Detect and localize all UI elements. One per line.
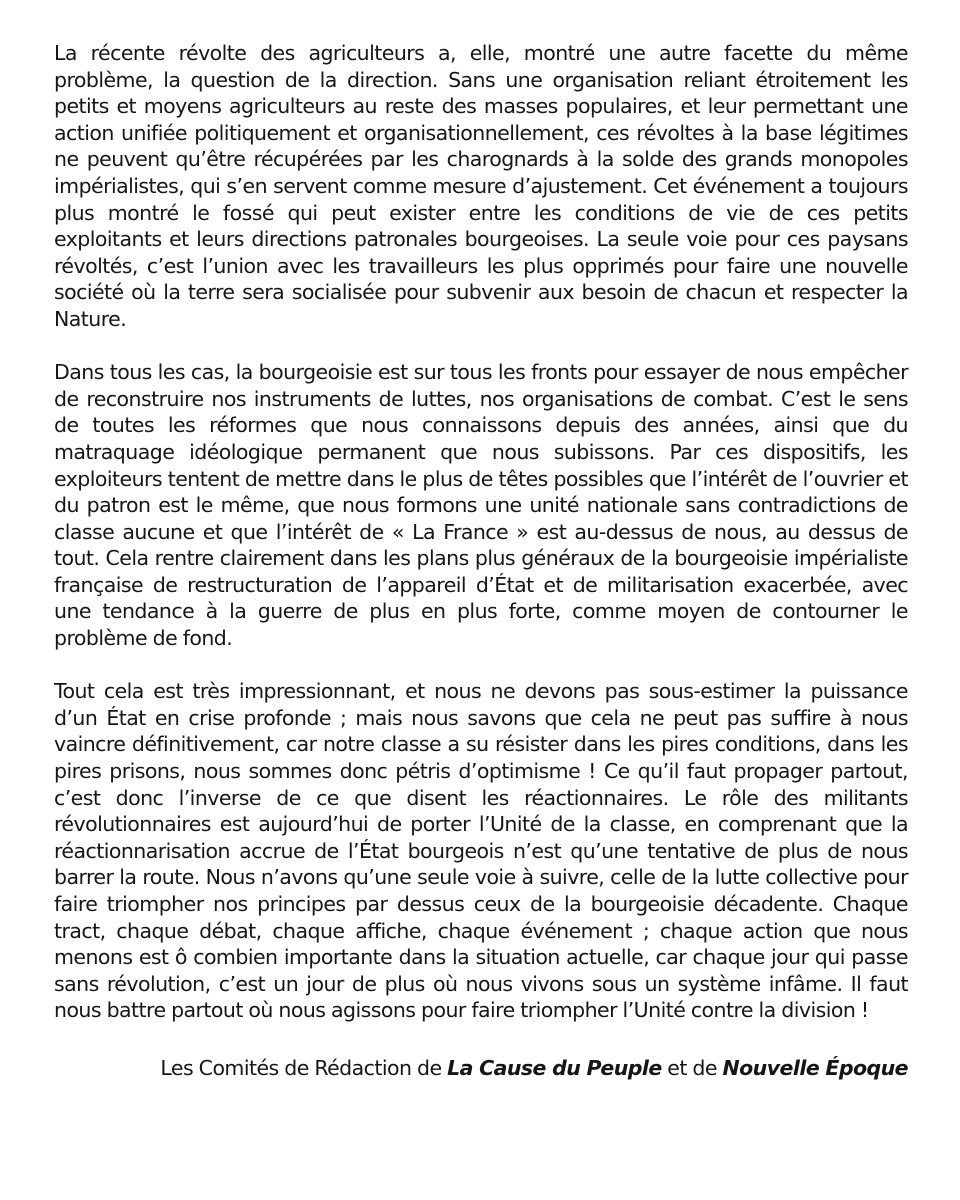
signature-prefix: Les Comités de Rédaction de	[160, 1055, 448, 1080]
signature-title-cause-du-peuple: La Cause du Peuple	[447, 1055, 662, 1080]
signature-middle: et de	[661, 1055, 723, 1080]
signature	[54, 1051, 908, 1082]
signature-title-nouvelle-epoque: Nouvelle Époque	[722, 1055, 908, 1080]
paragraph-agriculteurs: La récente révolte des agriculteurs a, elle, montré une autre facette du même problème, la question de la direction. Sans une organisation reliant étroitement les petits et moyens agriculteurs au reste des masses populaires, et leur permettant une action unifiée politiquement et organisationnellement, ces révoltes à la base légitimes ne peuvent qu’être récupérées par les charognards à la solde des grands monopoles impérialistes, qui s’en servent comme mesure d’ajustement. Cet événement a toujours plus montré le fossé qui peut exister entre les conditions de vie de ces petits exploitants et leurs directions patronales bourgeoises. La seule voie pour ces paysans révoltés, c’est l’union avec les travailleurs les plus opprimés pour faire une nouvelle société où la terre sera socialisée pour subvenir aux besoin de chacun et respecter la Nature.	[54, 41, 908, 331]
document-page	[54, 40, 908, 1081]
paragraph-unite: Tout cela est très impressionnant, et nous ne devons pas sous-estimer la puissance d’un État en crise profonde ; mais nous savons que cela ne peut pas suffire à nous vaincre définitivement, car notre classe a su résister dans les pires conditions, dans les pires prisons, nous sommes donc pétris d’optimisme ! Ce qu’il faut propager partout, c’est donc l’inverse de ce que disent les réactionnaires. Le rôle des militants révolutionnaires est aujourd’hui de porter l’Unité de la classe, en comprenant que la réactionnarisation accrue de l’État bourgeois n’est qu’une tentative de plus de nous barrer la route. Nous n’avons qu’une seule voie à suivre, celle de la lutte collective pour faire triompher nos principes par dessus ceux de la bourgeoisie décadente. Chaque tract, chaque débat, chaque affiche, chaque événement ; chaque action que nous menons est ô combien importante dans la situation actuelle, car chaque jour qui passe sans révolution, c’est un jour de plus où nous vivons sous un système infâme. Il faut nous battre partout où nous agissons pour faire triompher l’Unité contre la division !	[54, 679, 908, 1023]
paragraph-bourgeoisie: Dans tous les cas, la bourgeoisie est sur tous les fronts pour essayer de nous empêcher de reconstruire nos instruments de luttes, nos organisations de combat. C’est le sens de toutes les réformes que nous connaissons depuis des années, ainsi que du matraquage idéologique permanent que nous subissons. Par ces dispositifs, les exploiteurs tentent de mettre dans le plus de têtes possibles que l’intérêt de l’ouvrier et du patron est le même, que nous formons une unité nationale sans contradictions de classe aucune et que l’intérêt de « La France » est au-dessus de nous, au dessus de tout. Cela rentre clairement dans les plans plus généraux de la bourgeoisie impérialiste française de restructuration de l’appareil d’État et de militarisation exacerbée, avec une tendance à la guerre de plus en plus forte, comme moyen de contourner le problème de fond.	[54, 360, 908, 651]
